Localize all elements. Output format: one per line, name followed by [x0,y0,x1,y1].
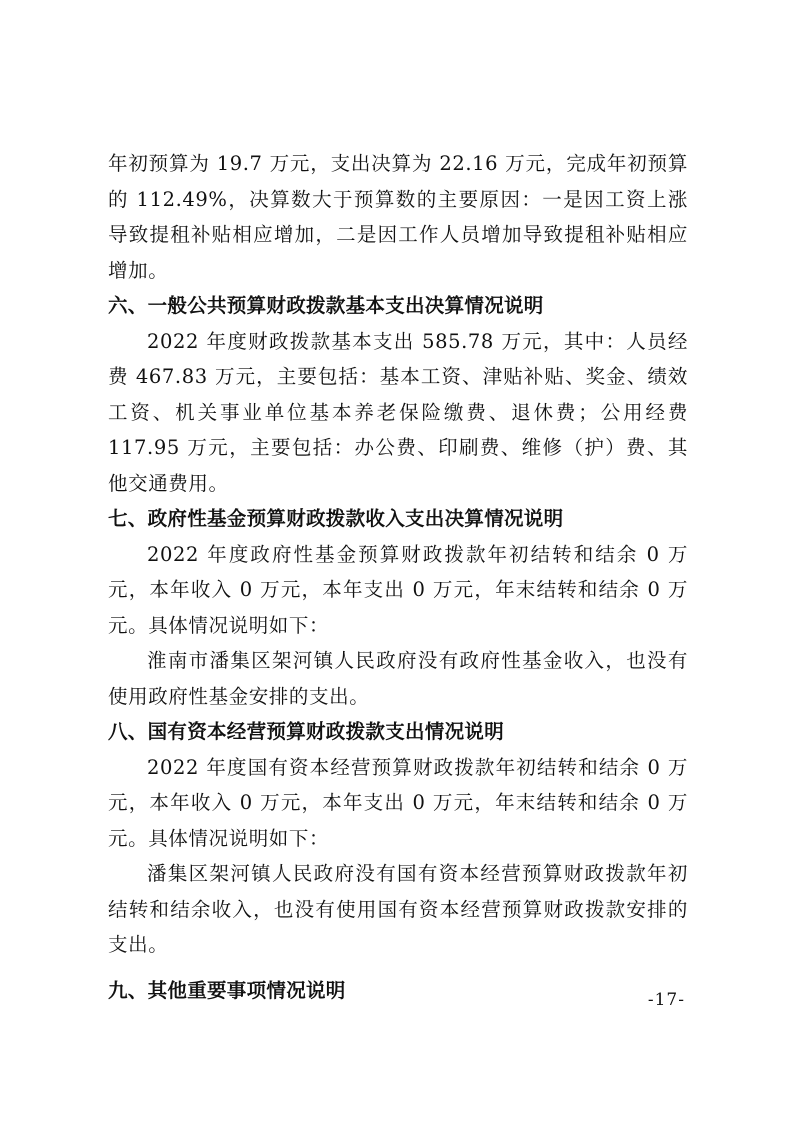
page-number: -17- [647,990,685,1010]
paragraph-basic-expenditure: 2022 年度财政拨款基本支出 585.78 万元，其中：人员经费 467.83 万元，主要包括：基本工资、津贴补贴、奖金、绩效工资、机关事业单位基本养老保险缴费、退休费；公用经费 117.95 万元，主要包括：办公费、印刷费、维修（护）费、其他交通费用。 [108,329,688,495]
section-heading-7: 七、政府性基金预算财政拨款收入支出决算情况说明 [108,507,564,530]
section-heading-6: 六、一般公共预算财政拨款基本支出决算情况说明 [108,294,544,317]
section-heading-8: 八、国有资本经营预算财政拨款支出情况说明 [108,720,505,743]
document-body [108,146,688,1008]
paragraph-government-fund-summary: 2022 年度政府性基金预算财政拨款年初结转和结余 0 万元，本年收入 0 万元，本年支出 0 万元，年末结转和结余 0 万元。具体情况说明如下： [108,542,688,637]
paragraph-government-fund-detail: 淮南市潘集区架河镇人民政府没有政府性基金收入，也没有使用政府性基金安排的支出。 [108,649,688,708]
paragraph-state-capital-detail: 潘集区架河镇人民政府没有国有资本经营预算财政拨款年初结转和结余收入，也没有使用国有资本经营预算财政拨款安排的支出。 [108,862,688,956]
paragraph-rent-subsidy-explanation: 年初预算为 19.7 万元，支出决算为 22.16 万元，完成年初预算的 112.49%，决算数大于预算数的主要原因：一是因工资上涨导致提租补贴相应增加，二是因工作人员增加导致提租补贴相应增加。 [108,152,688,282]
section-heading-9: 九、其他重要事项情况说明 [108,978,346,1002]
paragraph-state-capital-summary: 2022 年度国有资本经营预算财政拨款年初结转和结余 0 万元，本年收入 0 万元，本年支出 0 万元，年末结转和结余 0 万元。具体情况说明如下： [108,755,688,850]
